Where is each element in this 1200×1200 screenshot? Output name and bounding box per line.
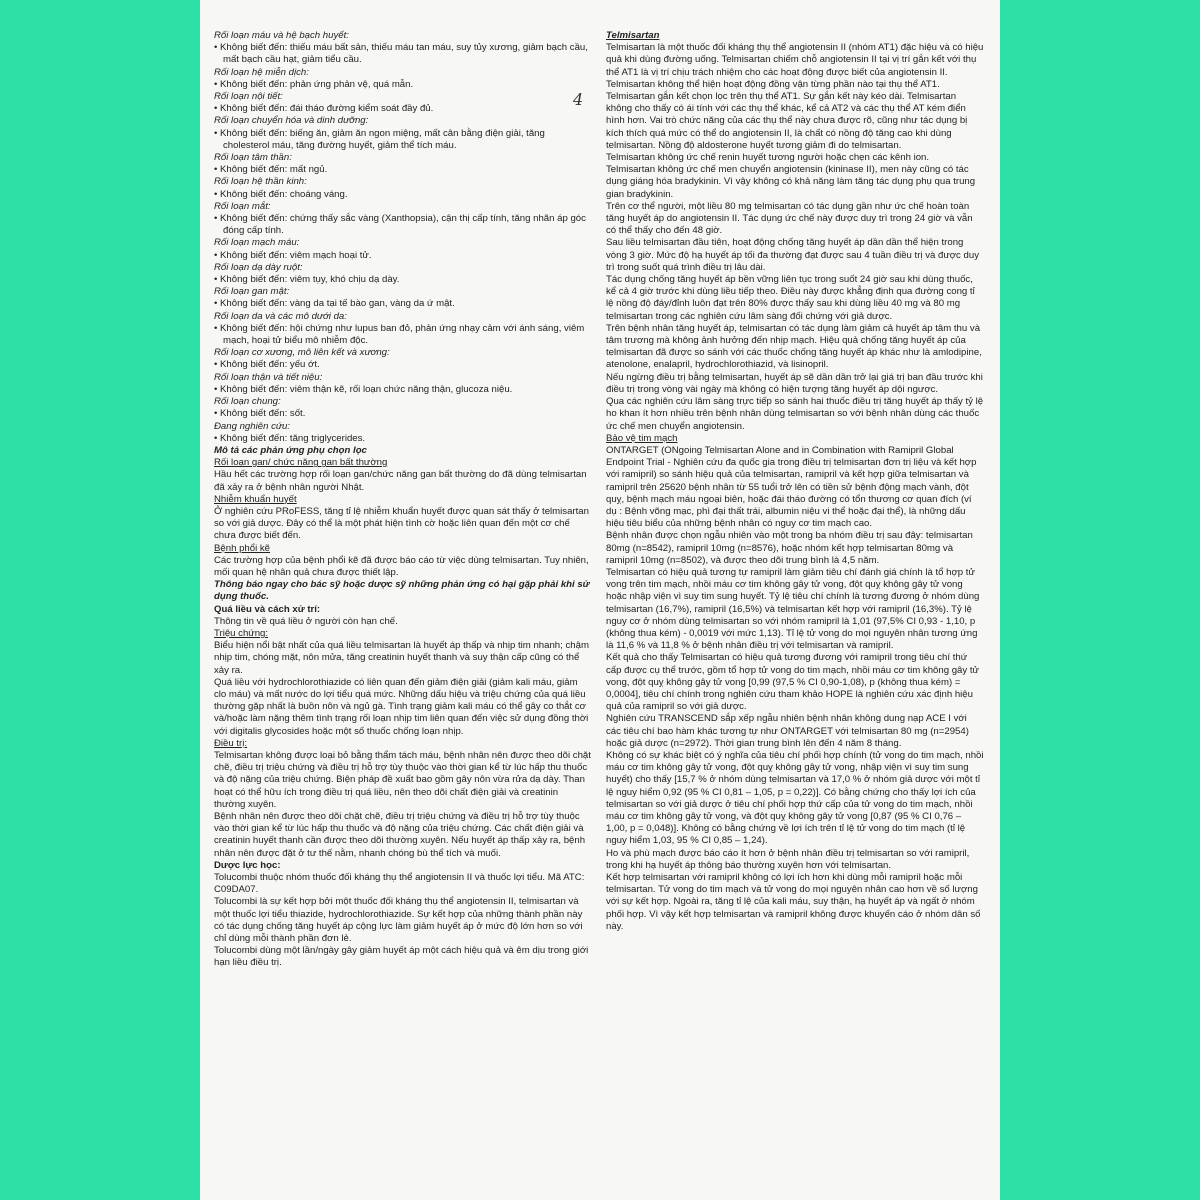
bullet-item: • Không biết đến: viêm tụy, khó chịu dạ dày. xyxy=(214,274,592,286)
paragraph: Tolucombi thuộc nhóm thuốc đối kháng thụ thể angiotensin II và thuốc lợi tiểu. Mã ATC: C09DA07. xyxy=(214,872,585,896)
bullet-item: • Không biết đến: sốt. xyxy=(214,408,592,420)
section-heading: Rối loạn dạ dày ruột: xyxy=(214,261,303,273)
section-heading: Rối loạn thận và tiết niệu: xyxy=(214,371,323,383)
subheading: Bệnh phổi kẽ xyxy=(214,542,271,554)
paragraph: Kết quả cho thấy Telmisartan có hiệu quả tương đương với ramipril trong tiêu chí thứ cấp được cụ thể trước, gồm tổ hợp tử vong do tim mạch, nhồi máu cơ tim không gây tử vong, đột quỵ không gây tử vong [0,99 (97,5 % CI 0,90-1,08), p (không thua kém) = 0,0004], tiêu chí chính trong nghiên cứu tham khảo HOPE là nghiên cứu xác định hiệu quả của ramipril so với giả dược. xyxy=(606,652,979,713)
subheading: Mô tả các phản ứng phụ chọn lọc xyxy=(214,444,367,456)
bullet-item: • Không biết đến: yếu ớt. xyxy=(214,359,592,371)
section-heading: Rối loạn da và các mô dưới da: xyxy=(214,310,347,322)
paragraph: Nghiên cứu TRANSCEND sắp xếp ngẫu nhiên bệnh nhân không dung nạp ACE I với các tiêu chí bao hàm khác tương tự như ONTARGET với telmisartan 80 mg (n=2954) hoặc giả dược (n=2972). Thời gian trung bình lên đến 4 năm 8 tháng. xyxy=(606,713,969,749)
paragraph: Biểu hiện nổi bật nhất của quá liều telmisartan là huyết áp thấp và nhịp tim nhanh; chậm nhịp tim, chóng mặt, nôn mửa, tăng creatinin huyết thanh và suy thận cấp cũng có thể xảy ra. xyxy=(214,640,589,676)
section-heading: Rối loạn mạch máu: xyxy=(214,237,300,249)
subheading: Telmisartan xyxy=(606,30,660,41)
paragraph: Bệnh nhân nên được theo dõi chặt chẽ, điều trị triệu chứng và điều trị hỗ trợ tùy thuộc vào thời gian kể từ lúc hấp thu thuốc và độ nặng của triệu chứng. Các chất điện giải và creatinin huyết thanh cần được theo dõi thường xuyên. Nếu huyết áp thấp xảy ra, bệnh nhân nên được đặt ở tư thế nằm, nhanh chóng bù thể tích và muối. xyxy=(214,811,586,859)
paragraph: Nếu ngừng điều trị bằng telmisartan, huyết áp sẽ dần dần trở lại giá trị ban đầu trước khi điều trị trong vòng vài ngày mà không có hiện tượng tăng huyết áp dội ngược. xyxy=(606,371,983,395)
bullet-item: • Không biết đến: vàng da tại tế bào gan, vàng da ứ mật. xyxy=(214,298,592,310)
bullet-item: • Không biết đến: viêm thận kẽ, rối loạn chức năng thận, glucoza niệu. xyxy=(214,384,592,396)
paragraph: Thông tin về quá liều ở người còn hạn chế. xyxy=(214,615,398,627)
paragraph: Hầu hết các trường hợp rối loạn gan/chức năng gan bất thường do đã dùng telmisartan đã xảy ra ở bệnh nhân người Nhật. xyxy=(214,469,587,493)
paragraph: Bệnh nhân được chọn ngẫu nhiên vào một trong ba nhóm điều trị sau đây: telmisartan 80mg (n=8542), ramipril 10mg (n=8576), hoặc nhóm kết hợp telmisartan 80mg và ramipril 10mg (n=8502), và được theo dõi trung bình là 4,5 năm. xyxy=(606,530,973,566)
paragraph: Trên cơ thể người, một liều 80 mg telmisartan có tác dụng gần như ức chế hoàn toàn tăng huyết áp do angiotensin II. Tác dụng ức chế này được duy trì trong 24 giờ và vẫn có thể thấy cho đến 48 giờ. xyxy=(606,200,973,237)
bullet-item: • Không biết đến: thiếu máu bất sản, thiếu máu tan máu, suy tủy xương, giảm bạch cầu, mất bạch cầu hạt, giảm tiểu cầu. xyxy=(214,42,592,66)
paragraph: Các trường hợp của bệnh phổi kẽ đã được báo cáo từ việc dùng telmisartan. Tuy nhiên, mối quan hệ nhân quả chưa được thiết lập. xyxy=(214,554,589,578)
section-heading: Rối loạn nội tiết: xyxy=(214,91,283,103)
paragraph: Kết hợp telmisartan với ramipril không có lợi ích hơn khi dùng mỗi ramipril hoặc mỗi telmisartan. Tử vong do tim mạch và tử vong do mọi nguyên nhân cao hơn về số lượng với sự kết hợp. Ngoài ra, tăng tỉ lệ của kali máu, suy thận, hạ huyết áp và ngất ở nhóm phối hợp. Vì vậy kết hợp telmisartan và ramipril không được khuyến cáo ở nhóm dân số này. xyxy=(606,872,981,932)
paragraph: Telmisartan có hiệu quả tương tự ramipril làm giảm tiêu chí đánh giá chính là tổ hợp tử vong trên tim mạch, nhồi máu cơ tim không gây tử vong, đột quỵ không gây tử vong hoặc nhập viện vì suy tim sung huyết. Tỷ lệ tiêu chí chính là tương đương ở nhóm dùng telmisartan (16,7%), ramipril (16,5%) và telmisartan kết hợp với ramipril (16,3%). Tỷ lệ nguy cơ ở nhóm dùng telmisartan so với nhóm ramipril là 1,01 (97,5% CI 0,93 - 1,10, p (không thua kém) - 0,0019 với mức 1,13). Tỉ lệ tử vong do mọi nguyên nhân tương ứng là 11,6 % và 11,8 % ở bệnh nhân điều trị với telmisartan và ramipril. xyxy=(606,566,980,652)
bullet-item: • Không biết đến: tăng triglycerides. xyxy=(214,433,592,445)
left-column xyxy=(214,30,592,970)
right-column xyxy=(606,30,984,933)
paragraph: Sau liều telmisartan đầu tiên, hoạt động chống tăng huyết áp dần dần thể hiện trong vòng 3 giờ. Mức độ hạ huyết áp tối đa thường đạt được sau 4 tuần điều trị và được duy trì trong suốt quá trình điều trị lâu dài. xyxy=(606,237,979,273)
paragraph: Ho và phù mạch được báo cáo ít hơn ở bệnh nhân điều trị telmisartan so với ramipril, trong khi hạ huyết áp thông báo thường xuyên hơn với telmisartan. xyxy=(606,847,970,871)
subheading: Dược lực học: xyxy=(214,859,281,871)
handwritten-page-mark: 4 xyxy=(573,90,584,109)
subheading: Nhiễm khuẩn huyết xyxy=(214,493,297,505)
section-heading: Đang nghiên cứu: xyxy=(214,420,290,432)
bullet-item: • Không biết đến: choáng váng. xyxy=(214,189,592,201)
paragraph: Tác dụng chống tăng huyết áp bền vững liên tục trong suốt 24 giờ sau khi dùng thuốc, kể cả 4 giờ trước khi dùng liều tiếp theo. Điều này được khẳng định qua đường cong tỉ lệ nồng độ đáy/đỉnh luôn đạt trên 80% được thấy sau khi dùng liều 40 mg và 80 mg telmisartan trong các nghiên cứu lâm sàng đối chứng với giả dược. xyxy=(606,274,975,322)
bullet-item: • Không biết đến: viêm mạch hoại tử. xyxy=(214,250,592,262)
paragraph: Quá liều với hydrochlorothiazide có liên quan đến giảm điện giải (giảm kali máu, giảm clo máu) và mất nước do lợi tiểu quá mức. Những dấu hiệu và triệu chứng của quá liều thường gặp nhất là buồn nôn và ngủ gà. Tình trạng giảm kali máu có thể gây co thắt cơ và/hoặc làm nặng thêm tình trạng rối loạn nhịp tim liên quan đến việc sử dụng đồng thời với digitalis glycosides hoặc một số thuốc chống loạn nhịp. xyxy=(214,676,589,737)
paragraph: Tolucombi là sự kết hợp bởi một thuốc đối kháng thụ thể angiotensin II, telmisartan và một thuốc lợi tiểu thiazide, hydrochlorothiazide. Sự kết hợp của những thành phần này có tác dụng chống tăng huyết áp cộng lực làm giảm huyết áp ở mức độ lớn hơn so với chỉ dùng mỗi thành phần đơn lẻ. xyxy=(214,896,583,945)
paragraph: Ở nghiên cứu PRoFESS, tăng tỉ lệ nhiễm khuẩn huyết được quan sát thấy ở telmisartan so với giả dược. Đây có thể là một phát hiện tình cờ hoặc liên quan đến một cơ chế chưa được biết đến. xyxy=(214,505,589,542)
section-heading: Rối loạn tâm thần: xyxy=(214,152,292,164)
subheading: Thông báo ngay cho bác sỹ hoặc dược sỹ những phản ứng có hại gặp phải khi sử dụng thuốc. xyxy=(214,579,590,603)
bullet-item: • Không biết đến: biếng ăn, giảm ăn ngon miệng, mất cân bằng điện giải, tăng cholesterol máu, tăng đường huyết, giảm thể tích máu. xyxy=(214,128,592,152)
bullet-item: • Không biết đến: chứng thấy sắc vàng (Xanthopsia), cận thị cấp tính, tăng nhãn áp góc đóng cấp tính. xyxy=(214,213,592,237)
paragraph: Telmisartan không được loại bỏ bằng thẩm tách máu, bệnh nhân nên được theo dõi chặt chẽ, điều trị triệu chứng và điều trị hỗ trợ tùy thuộc vào thời gian kể từ lúc hấp thu thuốc và độ nặng của triệu chứng. Biện pháp đề xuất bao gồm gây nôn vừa rửa dạ dày. Than hoạt có thể hữu ích trong điều trị quá liều, nên theo dõi chất điện giải và creatinin thường xuyên. xyxy=(214,749,591,810)
section-heading: Rối loạn chuyển hóa và dinh dưỡng: xyxy=(214,115,369,127)
paragraph: Telmisartan không thể hiện hoạt động đồng vận từng phần nào tại thụ thể AT1. Telmisartan gắn kết chọn lọc trên thụ thể AT1. Sự gắn kết này kéo dài. Telmisartan không cho thấy có ái tính với các thụ thể khác, kể cả AT2 và các thụ thể AT kém điển hình hơn. Vai trò chức năng của các thụ thể này chưa được rõ, cũng như tác dụng bị kích thích quá mức có thể do angiotensin II, là chất có nồng độ tăng cao khi dùng telmisartan. Nồng độ aldosterone huyết tương giảm đi do telmisartan. xyxy=(606,78,968,151)
document-page xyxy=(200,0,1000,1200)
section-heading: Rối loạn máu và hệ bạch huyết: xyxy=(214,30,349,41)
paragraph: Không có sự khác biệt có ý nghĩa của tiêu chí phối hợp chính (tử vong do tim mạch, nhồi máu cơ tim không gây tử vong, đột quỵ không gây tử vong, nhập viện vì suy tim sung huyết) cho thấy [15,7 % ở nhóm dùng telmisartan và 17,0 % ở nhóm giả dược với một tỉ lệ nguy hiểm 0,92 (95 % CI 0,81 – 1,05, p = 0,22)]. Có bằng chứng cho thấy lợi ích của telmisartan so với giả dược ở tiêu chí phối hợp thứ cấp của tử vong do tim mạch, nhồi máu cơ tim không gây tử vong, và đột quỵ không gây tử vong [0,87 (95 % CI 0,76 – 1,00, p = 0,048)]. Không có bằng chứng về lợi ích trên tỉ lệ tử vong do tim mạch (tỉ lệ nguy hiểm 1,03, 95 % CI 0,85 – 1,24). xyxy=(606,749,984,847)
bullet-item: • Không biết đến: phản ứng phản vệ, quá mẫn. xyxy=(214,79,592,91)
paragraph: Qua các nghiên cứu lâm sàng trực tiếp so sánh hai thuốc điều trị tăng huyết áp thấy tỷ lệ ho khan ít hơn nhiều trên bệnh nhân dùng telmisartan so với bệnh nhân dùng các thuốc ức chế men chuyển angiotensin. xyxy=(606,396,984,432)
subheading: Rối loạn gan/ chức năng gan bất thường xyxy=(214,457,388,469)
paragraph: Telmisartan không ức chế renin huyết tương người hoặc chẹn các kênh ion. xyxy=(606,152,930,164)
section-heading: Rối loạn gan mật: xyxy=(214,286,290,298)
subheading: Điều trị: xyxy=(214,737,248,749)
paragraph: Telmisartan là một thuốc đối kháng thụ thể angiotensin II (nhóm AT1) đặc hiệu và có hiệu quả khi dùng đường uống. Telmisartan chiếm chỗ angiotensin II tại vị trí gắn kết với thụ thể AT1 là vị trí chịu trách nhiệm cho các hoạt động được biết của angiotensin II. xyxy=(606,42,984,78)
section-heading: Rối loạn hệ miễn dịch: xyxy=(214,66,309,78)
subheading: Bảo vệ tim mạch xyxy=(606,432,678,444)
paragraph: Telmisartan không ức chế men chuyển angiotensin (kininase II), men này cũng có tác dụng giáng hóa bradykinin. Vì vậy không có khả năng làm tăng tác dụng phụ qua trung gian bradykinin. xyxy=(606,164,976,200)
subheading: Triệu chứng: xyxy=(214,627,269,639)
bullet-item: • Không biết đến: mất ngủ. xyxy=(214,164,592,176)
paragraph: Tolucombi dùng một lần/ngày gây giảm huyết áp một cách hiệu quả và êm dịu trong giới hạn liều điều trị. xyxy=(214,945,589,969)
paragraph: Trên bệnh nhân tăng huyết áp, telmisartan có tác dụng làm giảm cả huyết áp tâm thu và tâm trương mà không ảnh hưởng đến nhịp mạch. Hiệu quả chống tăng huyết áp của telmisartan đã được so sánh với các thuốc chống tăng huyết áp khác như là amlodipine, atenolone, enalapril, hydrochlorothiazid, và lisinopril. xyxy=(606,322,982,371)
paragraph: ONTARGET (ONgoing Telmisartan Alone and in Combination with Ramipril Global Endpoint Trial - Nghiên cứu đa quốc gia trong điều trị telmisartan đơn trị liệu và kết hợp với ramipril) so sánh hiệu quả của telmisartan, ramipril và kết hợp giữa telmisartan và ramipril trên 25620 bệnh nhân từ 55 tuổi trở lên có tiền sử bệnh động mạch vành, đột quỵ, bệnh mạch máu ngoại biên, hoặc đái tháo đường có tổn thương cơ quan đích (ví dụ : Bệnh võng mạc, phì đại thất trái, albumin niệu vi thể hoặc đại thể), là những dấu hiệu tiêu biểu của những bệnh nhân có nguy cơ tim mạch cao. xyxy=(606,444,977,530)
section-heading: Rối loạn cơ xương, mô liên kết và xương: xyxy=(214,347,390,359)
section-heading: Rối loạn hệ thần kinh: xyxy=(214,176,307,188)
bullet-item: • Không biết đến: đái tháo đường kiểm soát đầy đủ. xyxy=(214,103,592,115)
subheading: Quá liều và cách xử trí: xyxy=(214,603,321,615)
section-heading: Rối loạn chung: xyxy=(214,396,281,408)
bullet-item: • Không biết đến: hội chứng như lupus ban đỏ, phản ứng nhạy cảm với ánh sáng, viêm mạch, hoại tử biểu mô nhiễm độc. xyxy=(214,323,592,347)
section-heading: Rối loạn mắt: xyxy=(214,200,271,212)
